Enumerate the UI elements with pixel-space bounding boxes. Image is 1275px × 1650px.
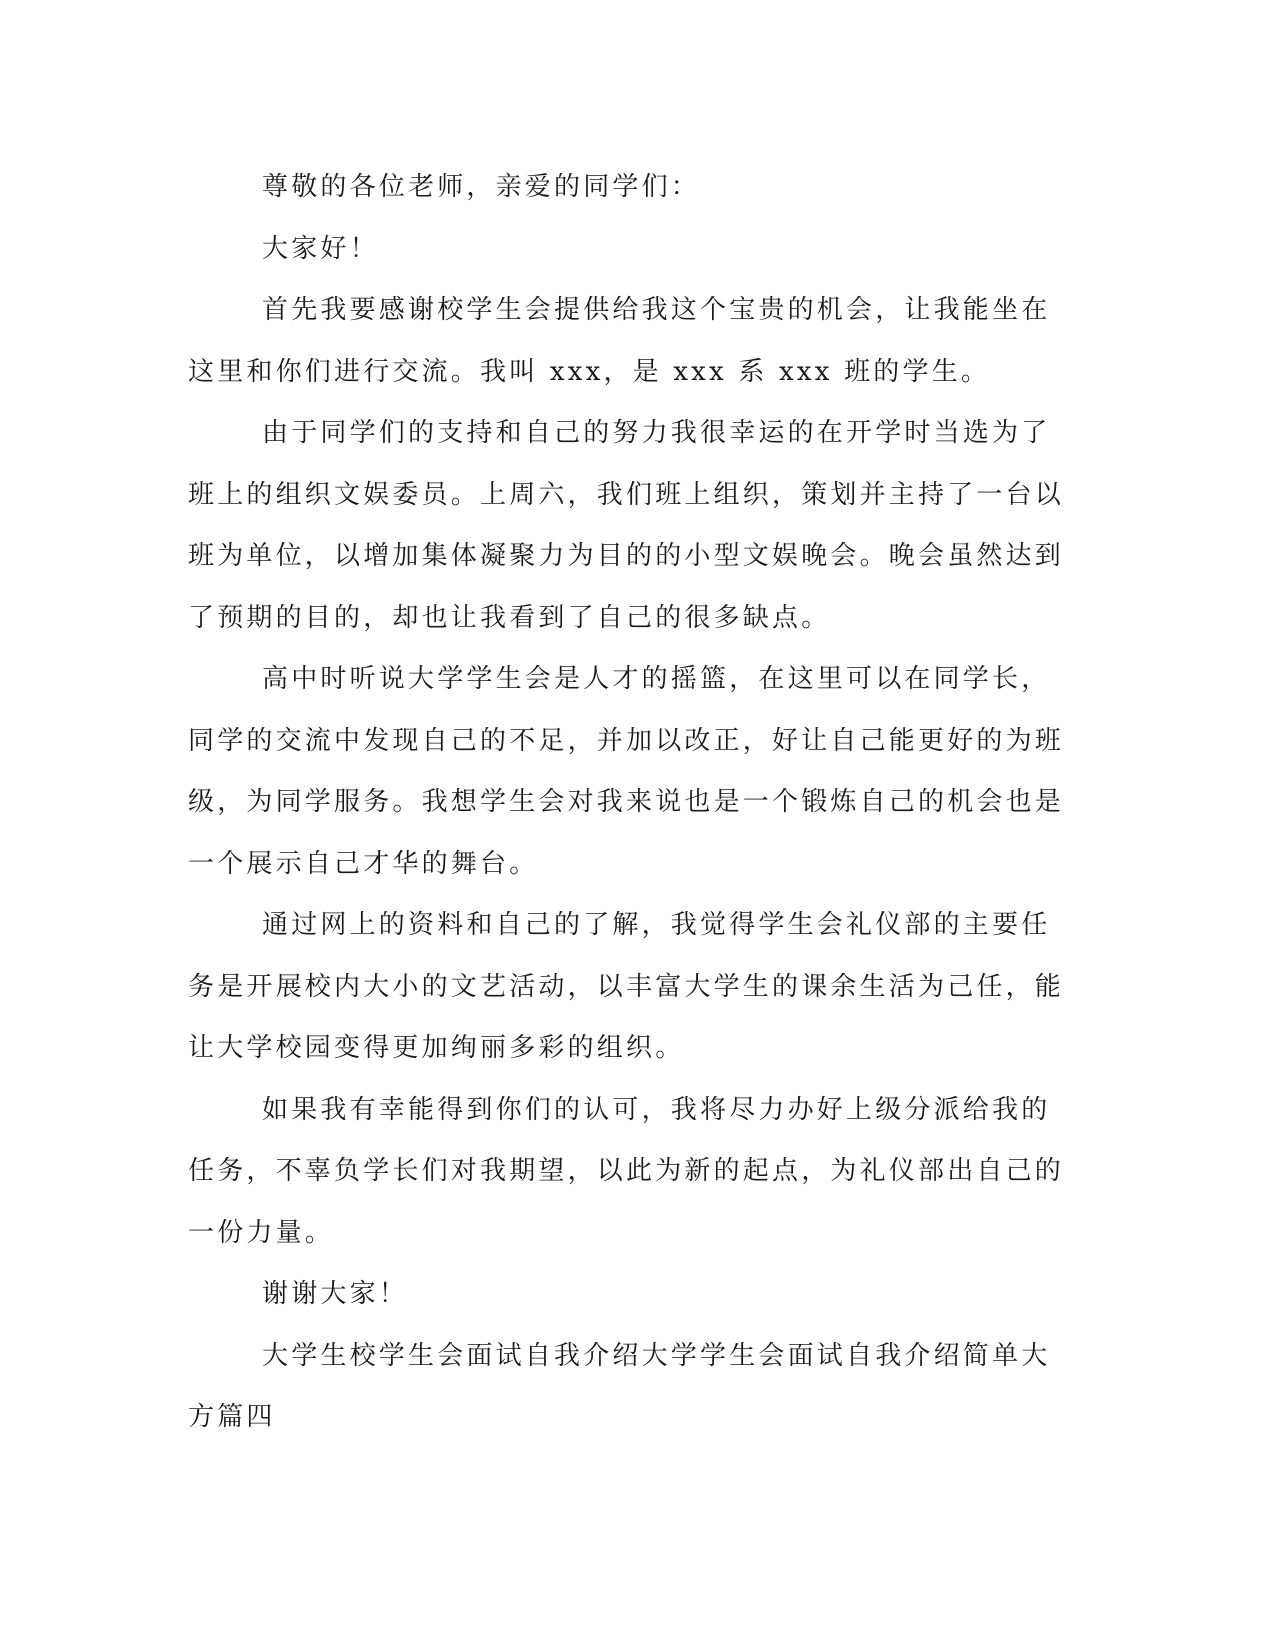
paragraph-thanks: 首先我要感谢校学生会提供给我这个宝贵的机会，让我能坐在这里和你们进行交流。我叫 xxx，是 xxx 系 xxx 班的学生。 (188, 295, 1051, 387)
salutation: 尊敬的各位老师，亲爱的同学们： (262, 172, 701, 202)
paragraph-motivation: 高中时听说大学学生会是人才的摇篮，在这里可以在同学长，同学的交流中发现自己的不足，并加以改正，好让自己能更好的为班级，为同学服务。我想学生会对我来说也是一个锻炼自己的机会也是一个展示自己才华的舞台。 (188, 664, 1065, 879)
greeting: 大家好！ (262, 233, 379, 264)
paragraph-commitment: 如果我有幸能得到你们的认可，我将尽力办好上级分派给我的任务，不辜负学长们对我期望，以此为新的起点，为礼仪部出自己的一份力量。 (188, 1094, 1065, 1248)
next-section-title: 大学生校学生会面试自我介绍大学学生会面试自我介绍简单大方篇四 (188, 1340, 1051, 1432)
document-body (188, 157, 1078, 1449)
paragraph-class-role: 由于同学们的支持和自己的努力我很幸运的在开学时当选为了班上的组织文娱委员。上周六，我们班上组织，策划并主持了一台以班为单位，以增加集体凝聚力为目的的小型文娱晚会。晚会虽然达到了预期的目的，却也让我看到了自己的很多缺点。 (188, 418, 1065, 633)
closing: 谢谢大家！ (262, 1279, 409, 1309)
paragraph-department: 通过网上的资料和自己的了解，我觉得学生会礼仪部的主要任务是开展校内大小的文艺活动，以丰富大学生的课余生活为己任，能让大学校园变得更加绚丽多彩的组织。 (188, 910, 1065, 1063)
